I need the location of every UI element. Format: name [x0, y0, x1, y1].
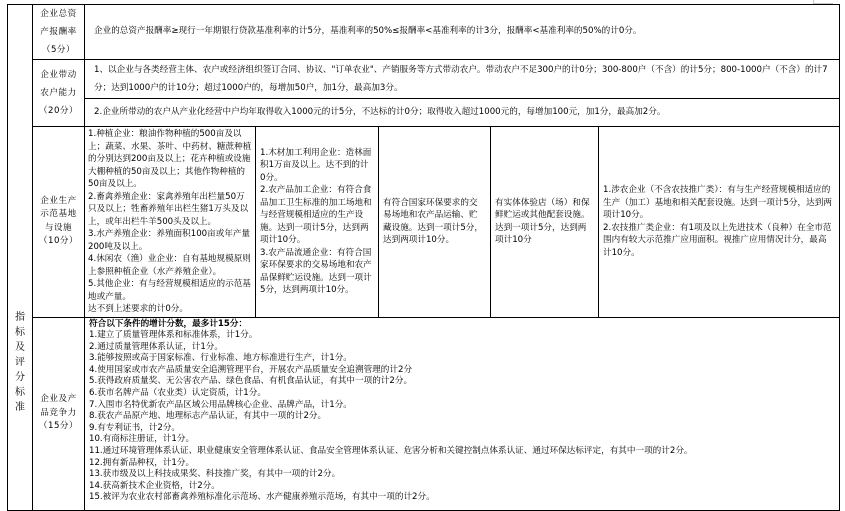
farmer-driving-label: 企业带动农户能力（20分） [33, 60, 85, 127]
planting-item: 1.种植企业：粮油作物种植的500亩及以上；蔬菜、水果、茶叶、中药材、糖蔗种植的分别达到200亩及以上；花卉种植或设施大棚种植的50亩及以上；其他作物种植的50亩及以上。 [88, 129, 252, 189]
planting-item: 3.水产养殖企业：养殖面积100亩或年产量200吨及以上。 [88, 229, 251, 252]
competitiveness-item: 11.通过环境管理体系认证、职业健康安全管理体系认证、食品安全管理体系认证、危害分析和关键控制点体系认证、通过环保达标评定，有其中一项的计2分。 [89, 446, 693, 457]
farmer-driving-item-1: 1、以企业与各类经营主体、农户或经济组织签订合同、协议、"订单农业"、产销服务等方式带动农户。带动农户不足300户的计0分；300-800户（不含）的计5分；800-1000户（不含）的计7分；达到1000户的计10分；超过1000户的，每增加50户，加1分，最高加3分。 [85, 60, 840, 99]
planting-item: 4.休闲农（渔）业企业：自有基地规模原则上参照种植企业（水产养殖企业）。 [88, 254, 251, 277]
processing-item: 2.农产品加工企业：有符合食品加工卫生标准的加工场地和与经营规模相适应的生产设施。达到一项计5分，达到两项计10分。 [260, 185, 372, 246]
demo-base-market: 有符合国家环保要求的交易场地和农产品运输、贮藏设施。达到一项计5分，达到两项计10分。 [379, 127, 491, 318]
competitiveness-item: 7.入围市名特优新农产品区域公用品牌核心企业、品牌产品，计1分。 [89, 399, 352, 410]
demo-base-store: 有实体体验店（场）和保鲜贮运或其他配套设施。达到一项计5分，达到两项计10分 [491, 127, 599, 318]
planting-item: 达不到上述要求的计0分。 [88, 304, 188, 314]
demo-base-planting [85, 127, 256, 318]
competitiveness-item: 10.有商标注册证，计1分。 [89, 434, 195, 445]
competitiveness-item: 8.获农产品原产地、地理标志产品认证，有其中一项的计2分。 [89, 411, 327, 422]
section-label-cell [8, 5, 33, 511]
row-competitiveness [8, 317, 840, 510]
farmer-driving-item-2: 2.企业所带动的农户从产业化经营中户均年取得收入1000元的计5分，不达标的计0分；取得收入超过1000元的，每增加100元，加1分，最高加2分。 [85, 99, 840, 127]
row-demo-base [8, 127, 840, 318]
row-farmer-driving-2 [8, 99, 840, 127]
competitiveness-item: 12.拥有新品种权，计1分。 [89, 457, 195, 468]
tech-item: 2.农技推广类企业：有1项及以上先进技术（良种）在全市范围内有较大示范推广应用面积。视推广应用情况计分，最高计10分。 [603, 222, 832, 258]
planting-item: 5.其他企业：有与经营规模相适应的示范基地或产量。 [88, 279, 251, 302]
competitiveness-item: 3.能够按照或高于国家标准、行业标准、地方标准进行生产，计1分。 [89, 353, 352, 364]
demo-base-processing [256, 127, 379, 318]
competitiveness-item: 2.通过质量管理体系认证，计1分。 [89, 341, 223, 352]
competitiveness-content [85, 317, 840, 510]
processing-item: 1.木材加工利用企业：造林面积1万亩及以上。达不到的计0分。 [260, 147, 372, 183]
competitiveness-item: 4.使用国家或市农产品质量安全追溯管理平台，开展农产品质量安全追溯管理的计2分 [89, 364, 413, 375]
row-farmer-driving-1 [8, 60, 840, 99]
competitiveness-item: 6.获市名牌产品（农业类）认定资质，计1分。 [89, 388, 266, 399]
row-asset-return [8, 5, 840, 60]
planting-item: 2.畜禽养殖企业：家禽养殖年出栏量50万只及以上；牲畜养殖年出栏生猪1万头及以上，或年出栏牛羊500头及以上。 [88, 191, 249, 227]
scoring-table-frame [7, 4, 839, 502]
competitiveness-item: 9.有专利证书，计2分。 [89, 422, 181, 433]
demo-base-tech [599, 127, 840, 318]
processing-item: 3.农产品流通企业：有符合国家环保要求的交易场地和农产品保鲜贮运设施。达到一项计5分，达到两项计10分。 [260, 247, 372, 296]
section-label: 指标及评分标准 [15, 311, 25, 413]
asset-return-content: 企业的总资产报酬率≥现行一年期银行贷款基准利率的计5分，基准利率的50%≤报酬率<基准利率的计3分，报酬率<基准利率的50%的计0分。 [85, 5, 840, 60]
asset-return-label: 企业总资产报酬率（5分） [33, 5, 85, 60]
competitiveness-item: 15.被评为农业农村部畜禽养殖标准化示范场、水产健康养殖示范场，有其中一项的计2分。 [89, 492, 435, 503]
competitiveness-item: 13.获市级及以上科技成果奖、科技推广奖，有其中一项的计2分。 [89, 469, 341, 480]
competitiveness-label: 企业及产品竞争力（15分） [33, 317, 85, 510]
competitiveness-item: 1.建立了质量管理体系和标准体系，计1分。 [89, 330, 258, 341]
competitiveness-heading: 符合以下条件的增计分数，最多计15分： [89, 318, 248, 329]
demo-base-label: 企业生产示范基地与设施（10分） [33, 127, 85, 318]
competitiveness-item: 5.获得政府质量奖、无公害农产品、绿色食品、有机食品认证，有其中一项的计2分。 [89, 376, 413, 387]
competitiveness-item: 14.获高新技术企业资格，计2分。 [89, 480, 220, 491]
tech-item: 1.涉农企业（不含农技推广类）：有与生产经营规模相适应的生产（加工）基地和相关配套设施。达到一项计5分，达到两项计10分。 [603, 185, 832, 221]
scoring-criteria-table [7, 4, 840, 511]
